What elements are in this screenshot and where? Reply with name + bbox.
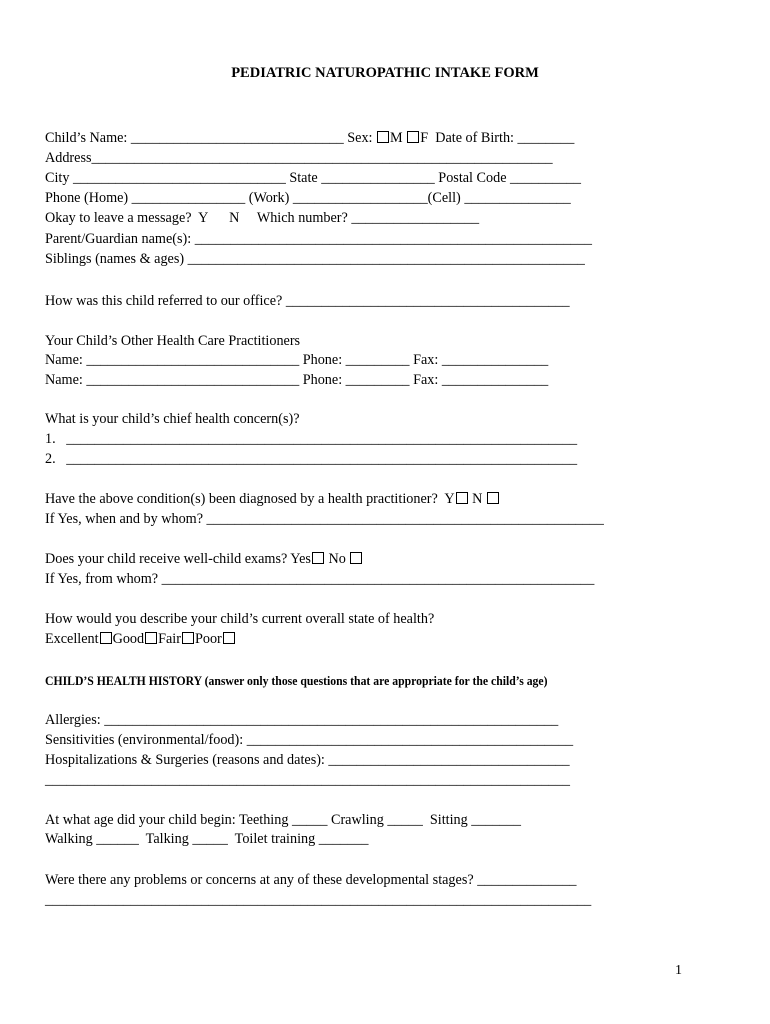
page-number: 1 [675, 963, 682, 978]
diagnosed-followup: If Yes, when and by whom? ________________________________________________________ [45, 511, 604, 527]
exams-no-label: No [324, 551, 350, 567]
sex-m-checkbox[interactable] [377, 131, 389, 143]
poor-checkbox[interactable] [223, 632, 235, 644]
overall-question: How would you describe your child’s current overall state of health? [45, 611, 435, 627]
practitioner-row-2: Name: ______________________________ Phone: _________ Fax: _______________ [45, 372, 549, 388]
diagnosed-no-label: N [468, 491, 483, 507]
concern-item-2: 2. ________________________________________________________________________ [45, 451, 578, 467]
siblings-line: Siblings (names & ages) ________________________________________________________ [45, 251, 585, 267]
exams-question: Does your child receive well-child exams? Yes [45, 551, 311, 567]
sensitivities-line: Sensitivities (environmental/food): ______________________________________________ [45, 732, 574, 748]
fair-label: Fair [158, 631, 181, 647]
milestones-line-1: At what age did your child begin: Teething _____ Crawling _____ Sitting _______ [45, 812, 521, 828]
sex-m-label: M [390, 130, 407, 146]
city-line: City ______________________________ State ________________ Postal Code __________ [45, 170, 581, 186]
development-question: Were there any problems or concerns at any of these developmental stages? ______________ [45, 872, 577, 888]
health-history-heading: CHILD’S HEALTH HISTORY (answer only those questions that are appropriate for the child’s age) [45, 674, 548, 688]
exams-row [45, 550, 363, 568]
practitioner-row-1: Name: ______________________________ Phone: _________ Fax: _______________ [45, 352, 549, 368]
poor-label: Poor [194, 631, 222, 647]
concern-item-1: 1. ________________________________________________________________________ [45, 431, 578, 447]
hospitalizations-blank-line: __________________________________________________________________________ [45, 772, 570, 788]
referral-line: How was this child referred to our office? ________________________________________ [45, 293, 570, 309]
excellent-label: Excellent [45, 631, 99, 647]
sex-f-dob-label: F Date of Birth: ________ [420, 130, 575, 146]
exams-no-checkbox[interactable] [350, 552, 362, 564]
sex-f-checkbox[interactable] [407, 131, 419, 143]
concern-question: What is your child’s chief health concern(s)? [45, 411, 300, 427]
exams-yes-checkbox[interactable] [312, 552, 324, 564]
message-line: Okay to leave a message? Y N Which number? __________________ [45, 210, 480, 226]
form-title: PEDIATRIC NATUROPATHIC INTAKE FORM [231, 65, 539, 81]
guardian-line: Parent/Guardian name(s): ________________________________________________________ [45, 231, 592, 247]
allergies-line: Allergies: ________________________________________________________________ [45, 712, 559, 728]
diagnosed-question: Have the above condition(s) been diagnosed by a health practitioner? Y [45, 491, 455, 507]
milestones-line-2: Walking ______ Talking _____ Toilet training _______ [45, 831, 369, 847]
diagnosed-yes-checkbox[interactable] [456, 492, 468, 504]
good-checkbox[interactable] [145, 632, 157, 644]
child-name-row [45, 129, 574, 147]
exams-followup: If Yes, from whom? _____________________________________________________________ [45, 571, 595, 587]
overall-options [45, 630, 236, 648]
address-line: Address_________________________________________________________________ [45, 150, 553, 166]
child-name-label: Child’s Name: ______________________________ Sex: [45, 130, 377, 146]
diagnosed-no-checkbox[interactable] [487, 492, 499, 504]
development-blank-line: _____________________________________________________________________________ [45, 892, 592, 908]
excellent-checkbox[interactable] [100, 632, 112, 644]
diagnosed-row [45, 490, 500, 508]
practitioners-heading: Your Child’s Other Health Care Practitioners [45, 333, 301, 349]
phone-line: Phone (Home) ________________ (Work) ___________________(Cell) _______________ [45, 190, 571, 206]
fair-checkbox[interactable] [182, 632, 194, 644]
hospitalizations-line: Hospitalizations & Surgeries (reasons and dates): __________________________________ [45, 752, 570, 768]
good-label: Good [112, 631, 145, 647]
